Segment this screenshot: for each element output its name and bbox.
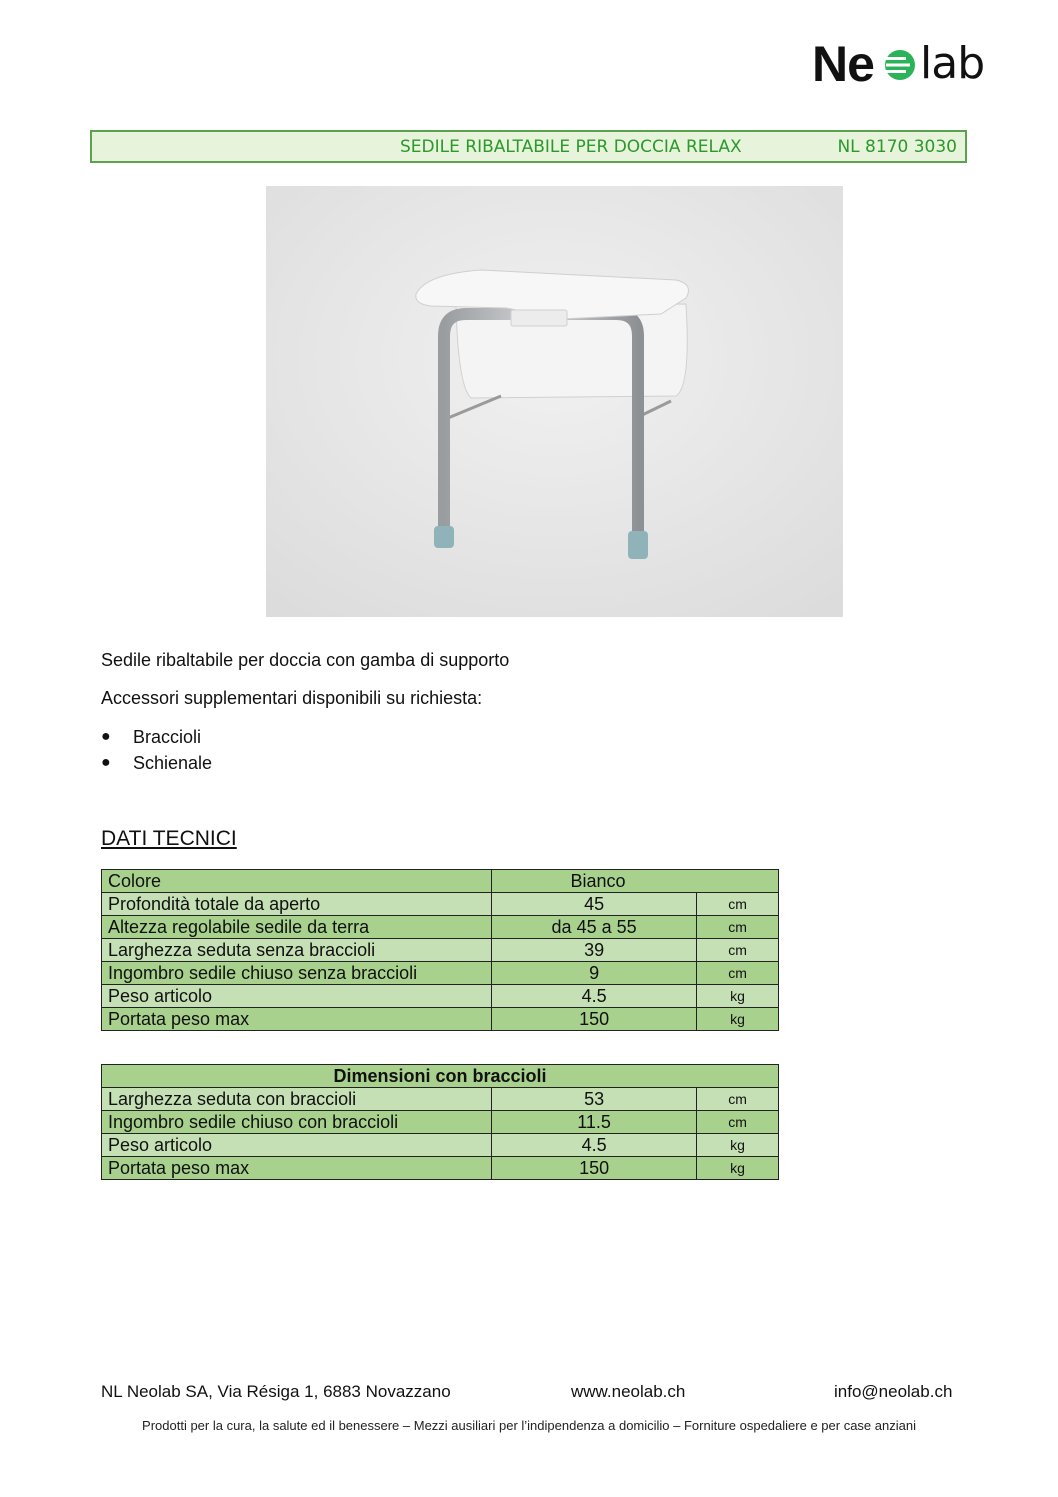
footer-tagline: Prodotti per la cura, la salute ed il benessere – Mezzi ausiliari per l’indipendenza a domicilio – Forniture ospedaliere e per case anziani (142, 1418, 916, 1433)
spec-label: Peso articolo (102, 1134, 492, 1157)
spec-unit: cm (697, 1088, 779, 1111)
spec-unit: cm (697, 916, 779, 939)
spec-label: Larghezza seduta con braccioli (102, 1088, 492, 1111)
product-photo (266, 186, 843, 617)
table-header: Dimensioni con braccioli (102, 1065, 779, 1088)
bullet-icon: ● (101, 728, 111, 745)
table-row (102, 962, 779, 985)
spec-label: Ingombro sedile chiuso con braccioli (102, 1111, 492, 1134)
product-title: SEDILE RIBALTABILE PER DOCCIA RELAX (400, 137, 742, 157)
spec-value: 11.5 (492, 1111, 697, 1134)
neolab-logo (812, 36, 1012, 92)
table-row (102, 1008, 779, 1031)
spec-label: Ingombro sedile chiuso senza braccioli (102, 962, 492, 985)
spec-label: Profondità totale da aperto (102, 893, 492, 916)
table-row (102, 893, 779, 916)
spec-value: 45 (492, 893, 697, 916)
spec-value: 4.5 (492, 985, 697, 1008)
spec-unit: kg (697, 1008, 779, 1031)
accessory-label: Braccioli (133, 727, 202, 747)
logo-o-icon (882, 47, 918, 83)
accessory-label: Schienale (133, 753, 213, 773)
spec-unit: cm (697, 893, 779, 916)
spec-value: da 45 a 55 (492, 916, 697, 939)
spec-label: Colore (102, 870, 492, 893)
spec-unit: cm (697, 939, 779, 962)
table-row (102, 1134, 779, 1157)
spec-value: 4.5 (492, 1134, 697, 1157)
footer-email-link[interactable]: info@neolab.ch (834, 1382, 953, 1401)
spec-unit: cm (697, 1111, 779, 1134)
list-item (101, 750, 212, 776)
footer-address: NL Neolab SA, Via Résiga 1, 6883 Novazzano (101, 1382, 451, 1401)
section-title: DATI TECNICI (101, 827, 237, 850)
table-row (102, 1157, 779, 1180)
spec-label: Altezza regolabile sedile da terra (102, 916, 492, 939)
list-item (101, 724, 212, 750)
spec-value: Bianco (492, 870, 779, 893)
table-row (102, 985, 779, 1008)
product-code: NL 8170 3030 (837, 137, 957, 157)
table-row (102, 939, 779, 962)
spec-unit: kg (697, 985, 779, 1008)
table-row (102, 916, 779, 939)
spec-value: 53 (492, 1088, 697, 1111)
table-header-row (102, 1065, 779, 1088)
spec-value: 150 (492, 1008, 697, 1031)
product-description: Sedile ribaltabile per doccia con gamba di supporto (101, 650, 510, 670)
spec-unit: cm (697, 962, 779, 985)
spec-value: 9 (492, 962, 697, 985)
accessories-list (101, 724, 212, 776)
product-title-bar (90, 130, 967, 163)
spec-label: Portata peso max (102, 1008, 492, 1031)
spec-unit: kg (697, 1157, 779, 1180)
accessories-heading: Accessori supplementari disponibili su richiesta: (101, 688, 483, 708)
spec-value: 39 (492, 939, 697, 962)
spec-label: Peso articolo (102, 985, 492, 1008)
spec-label: Larghezza seduta senza braccioli (102, 939, 492, 962)
table-row (102, 1111, 779, 1134)
spec-unit: kg (697, 1134, 779, 1157)
spec-table-armrests (101, 1064, 779, 1180)
bullet-icon: ● (101, 754, 111, 771)
table-row (102, 870, 779, 893)
spec-table (101, 869, 779, 1031)
footer-website-link[interactable]: www.neolab.ch (571, 1382, 686, 1401)
table-row (102, 1088, 779, 1111)
logo-text-lab: lab (920, 38, 985, 89)
logo-text-ne: Ne (812, 36, 874, 92)
spec-value: 150 (492, 1157, 697, 1180)
spec-label: Portata peso max (102, 1157, 492, 1180)
